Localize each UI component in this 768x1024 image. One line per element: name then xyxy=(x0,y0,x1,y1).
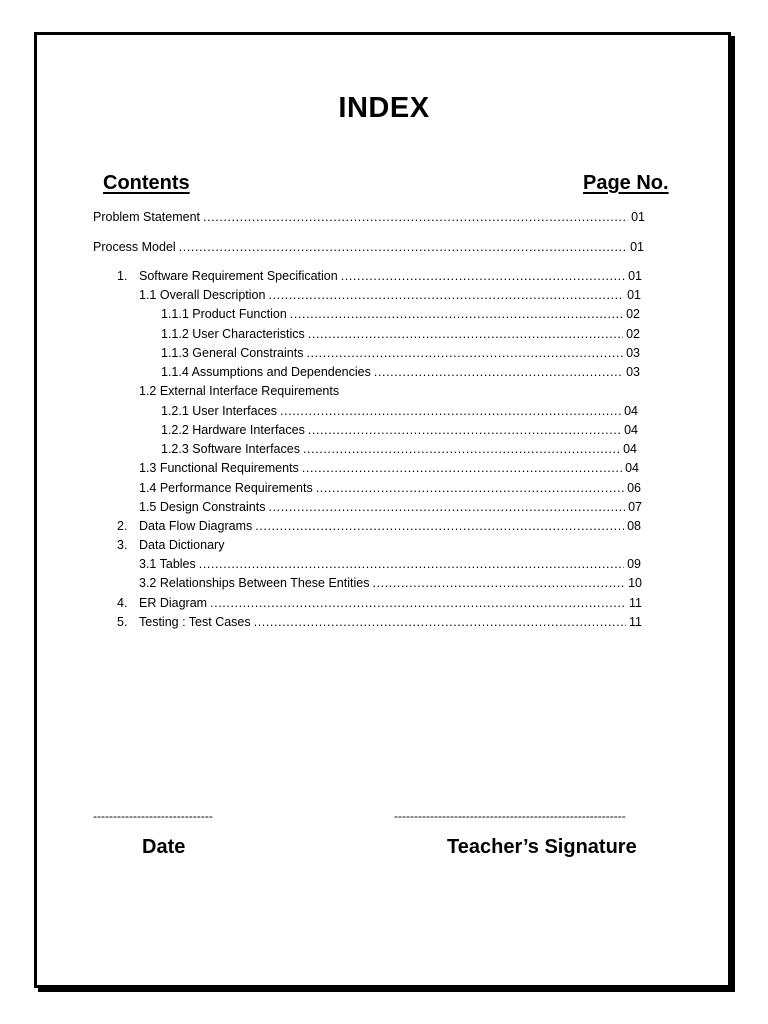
toc-leader xyxy=(268,286,624,304)
toc-page-number: 04 xyxy=(625,461,639,475)
toc-page-number: 11 xyxy=(629,596,642,610)
toc-row-1-2-1 xyxy=(161,402,638,420)
toc-leader xyxy=(255,517,624,535)
toc-label: 3.1 Tables xyxy=(139,557,196,571)
toc-leader xyxy=(268,498,625,516)
toc-row-1-4 xyxy=(139,479,641,497)
toc-row-er-diagram xyxy=(117,594,642,612)
toc-row-1-2-3 xyxy=(161,440,637,458)
toc-page-number: 11 xyxy=(629,615,642,629)
toc-page-number: 03 xyxy=(626,365,640,379)
toc-number: 1. xyxy=(117,269,128,283)
toc-leader xyxy=(341,267,625,285)
toc-page-number: 02 xyxy=(626,307,640,321)
toc-leader xyxy=(199,555,624,573)
toc-leader xyxy=(254,613,626,631)
toc-row-1-1-1 xyxy=(161,305,640,323)
toc-row-1-2-2 xyxy=(161,421,638,439)
toc-label: 1.4 Performance Requirements xyxy=(139,481,313,495)
toc-page-number: 02 xyxy=(626,327,640,341)
toc-leader xyxy=(308,421,621,439)
toc-number: 2. xyxy=(117,519,128,533)
toc-leader xyxy=(306,344,623,362)
toc-label: 1.2.2 Hardware Interfaces xyxy=(161,423,305,437)
toc-page-number: 10 xyxy=(628,576,642,590)
toc-row-1-1 xyxy=(139,286,641,304)
toc-page-number: 04 xyxy=(623,442,637,456)
toc-leader xyxy=(302,459,622,477)
toc-page-number: 04 xyxy=(624,423,638,437)
toc-page-number: 09 xyxy=(627,557,641,571)
toc-label: 1.2.3 Software Interfaces xyxy=(161,442,300,456)
toc-leader xyxy=(290,305,623,323)
toc-page-number: 07 xyxy=(628,500,642,514)
toc-page-number: 04 xyxy=(624,404,638,418)
toc-page-number: 08 xyxy=(627,519,641,533)
toc-leader xyxy=(210,594,626,612)
toc-label: 1.5 Design Constraints xyxy=(139,500,266,514)
toc-row-1-3 xyxy=(139,459,639,477)
toc-row-1-1-3 xyxy=(161,344,640,362)
toc-leader xyxy=(308,325,623,343)
toc-leader xyxy=(203,208,628,226)
toc-row-srs xyxy=(117,267,642,285)
toc-row-data-dictionary xyxy=(117,536,417,554)
toc-label: Process Model xyxy=(93,240,176,254)
toc-page-number: 01 xyxy=(628,269,642,283)
toc-page-number: 01 xyxy=(631,210,645,224)
toc-page-number: 01 xyxy=(630,240,644,254)
toc-label: Data Flow Diagrams xyxy=(139,519,253,533)
toc-row-1-5 xyxy=(139,498,642,516)
toc-row-testing xyxy=(117,613,642,631)
toc-label: ER Diagram xyxy=(139,596,208,610)
toc-page-number: 06 xyxy=(627,481,641,495)
toc-row-process-model xyxy=(93,238,644,256)
teacher-signature-label: Teacher’s Signature xyxy=(447,836,637,858)
toc-number: 5. xyxy=(117,615,128,629)
toc-label: 3.2 Relationships Between These Entities xyxy=(139,576,370,590)
toc-label: Testing : Test Cases xyxy=(139,615,251,629)
toc-label: 1.1.2 User Characteristics xyxy=(161,327,305,341)
toc-label: 1.3 Functional Requirements xyxy=(139,461,299,475)
date-label: Date xyxy=(142,836,186,858)
toc-label: Data Dictionary xyxy=(139,538,225,552)
toc-leader xyxy=(316,479,624,497)
toc-row-1-1-2 xyxy=(161,325,640,343)
toc-row-1-2 xyxy=(139,382,439,400)
date-line: ------------------------------ xyxy=(93,809,213,823)
toc-row-problem-statement xyxy=(93,208,645,226)
toc-page-number: 01 xyxy=(627,288,641,302)
toc-label: 1.2 External Interface Requirements xyxy=(139,384,340,398)
toc-number: 4. xyxy=(117,596,128,610)
toc-label: 1.1.1 Product Function xyxy=(161,307,287,321)
contents-heading: Contents xyxy=(103,172,190,194)
page-no-heading: Page No. xyxy=(583,172,669,194)
toc-leader xyxy=(372,574,625,592)
toc-label: Software Requirement Specification xyxy=(139,269,338,283)
toc-row-dfd xyxy=(117,517,641,535)
toc-leader xyxy=(303,440,620,458)
toc-label: Problem Statement xyxy=(93,210,200,224)
toc-label: 1.1.3 General Constraints xyxy=(161,346,304,360)
toc-leader xyxy=(179,238,627,256)
toc-page-number: 03 xyxy=(626,346,640,360)
teacher-signature-line: ---------------------------------------------------------- xyxy=(394,809,626,823)
toc-label: 1.2.1 User Interfaces xyxy=(161,404,278,418)
toc-row-1-1-4 xyxy=(161,363,640,381)
toc-row-3-1 xyxy=(139,555,641,573)
toc-row-3-2 xyxy=(139,574,642,592)
toc-label: 1.1 Overall Description xyxy=(139,288,266,302)
toc-leader xyxy=(280,402,621,420)
toc-number: 3. xyxy=(117,538,128,552)
toc-leader xyxy=(374,363,623,381)
toc-label: 1.1.4 Assumptions and Dependencies xyxy=(161,365,371,379)
page-title: INDEX xyxy=(338,92,430,124)
